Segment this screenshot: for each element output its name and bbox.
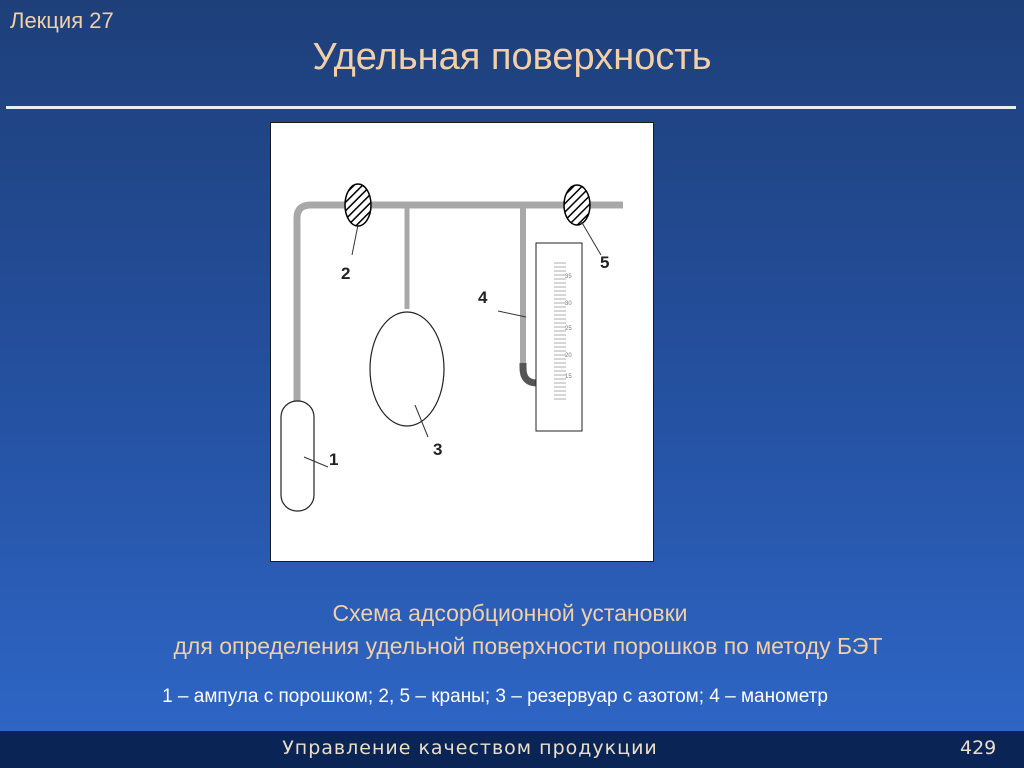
title-divider (6, 106, 1016, 109)
label-4: 4 (478, 288, 488, 307)
course-title: Управление качеством продукции (282, 737, 658, 759)
diagram-legend: 1 – ампула с порошком; 2, 5 – краны; 3 – резервуар с азотом; 4 – манометр (162, 686, 828, 707)
nitrogen-reservoir (370, 312, 444, 426)
label-5: 5 (600, 253, 610, 272)
ampoule (281, 401, 314, 511)
page-number: 429 (960, 737, 997, 759)
label-1: 1 (329, 450, 339, 469)
scale-tick: 20 (565, 353, 572, 359)
label-2: 2 (341, 264, 351, 283)
scale-tick: 35 (565, 274, 572, 280)
leader-2 (352, 225, 358, 255)
slide-title: Удельная поверхность (312, 36, 712, 78)
valve-2 (345, 184, 371, 226)
caption-line-2: для определения удельной поверхности порошков по методу БЭТ (173, 633, 883, 659)
scale-tick: 30 (565, 301, 572, 307)
bet-apparatus-diagram (270, 122, 654, 562)
caption-line-1: Схема адсорбционной установки (332, 600, 688, 626)
scale-tick: 15 (565, 374, 572, 380)
valve-5 (564, 185, 590, 225)
lecture-label: Лекция 27 (10, 8, 114, 33)
label-3: 3 (433, 440, 443, 459)
leader-5 (581, 221, 601, 255)
scale-tick: 25 (565, 326, 572, 332)
